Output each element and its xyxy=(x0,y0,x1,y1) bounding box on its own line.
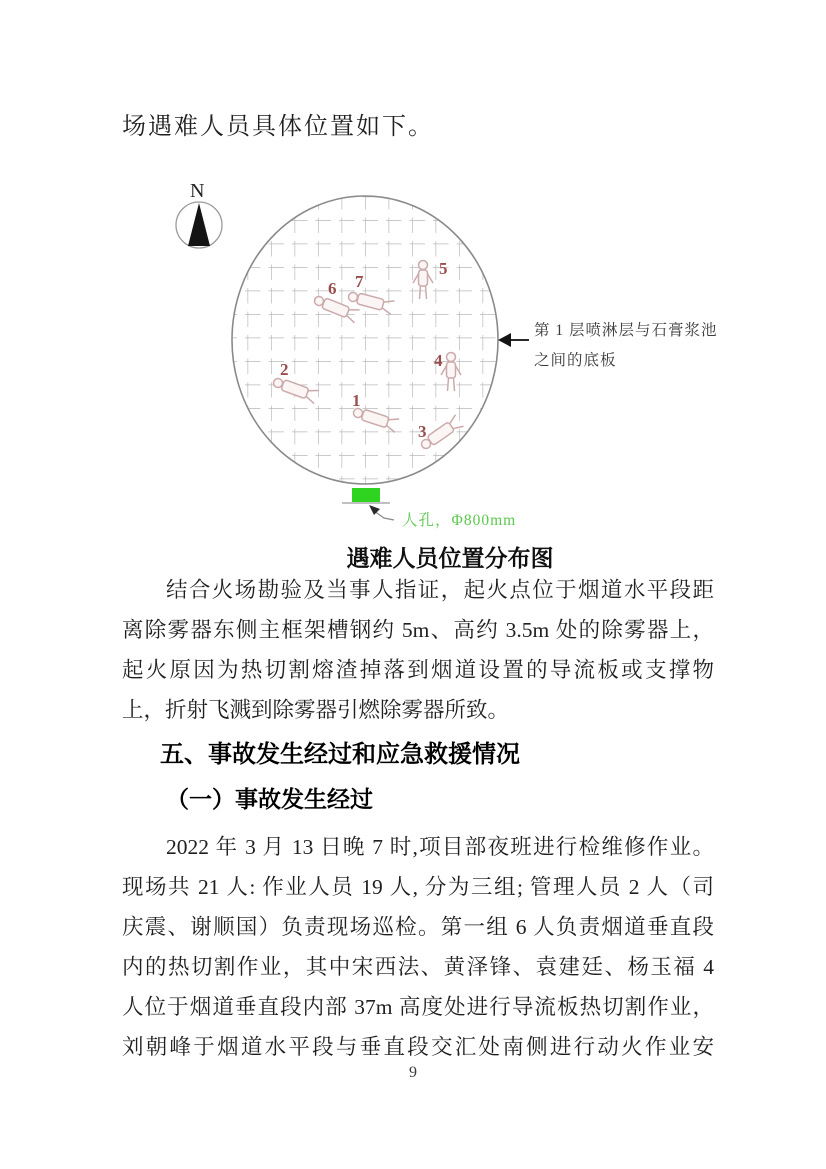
victim-number-1: 1 xyxy=(352,391,361,410)
para2-line: 内的热切割作业，其中宋西法、黄泽锋、袁建廷、杨玉福 4 xyxy=(122,955,714,979)
para2-line: 现场共 21 人: 作业人员 19 人, 分为三组; 管理人员 2 人（司 xyxy=(122,875,714,899)
para2-line: 2022 年 3 月 13 日晚 7 时,项目部夜班进行检维修作业。 xyxy=(166,835,714,859)
body-text xyxy=(122,570,714,1067)
victim-number-6: 6 xyxy=(328,279,337,298)
para2-line: 庆震、谢顺国）负责现场巡检。第一组 6 人负责烟道垂直段 xyxy=(122,915,714,939)
left-arrow-icon xyxy=(498,333,511,347)
para1-line: 结合火场勘验及当事人指证，起火点位于烟道水平段距 xyxy=(166,578,714,602)
section-heading: 五、事故发生经过和应急救援情况 xyxy=(160,741,520,768)
intro-paragraph: 场遇难人员具体位置如下。 xyxy=(122,114,434,140)
victim-number-3: 3 xyxy=(418,422,427,441)
manhole-leader-line xyxy=(374,511,394,520)
page-number: 9 xyxy=(409,1064,417,1081)
subsection-heading: （一）事故发生经过 xyxy=(166,787,373,812)
compass-icon xyxy=(176,180,222,248)
victim-position-diagram xyxy=(130,173,790,541)
manhole-label: 人孔，Φ800mm xyxy=(402,512,517,529)
para1-line: 起火原因为热切割熔渣掉落到烟道设置的导流板或支撑物 xyxy=(122,658,714,682)
annotation-text-line2: 之间的底板 xyxy=(534,352,617,369)
manhole-rect xyxy=(352,488,380,502)
para2-line: 人位于烟道垂直段内部 37m 高度处进行导流板热切割作业， xyxy=(122,995,714,1019)
para1-line: 上，折射飞溅到除雾器引燃除雾器所致。 xyxy=(122,698,510,722)
victim-number-5: 5 xyxy=(439,259,448,278)
floor-plan-circle xyxy=(232,196,498,484)
victim-number-7: 7 xyxy=(355,272,364,291)
figure-caption: 遇难人员位置分布图 xyxy=(346,545,554,571)
grid-circle xyxy=(232,196,498,484)
para2-line: 刘朝峰于烟道水平段与垂直段交汇处南侧进行动火作业安 xyxy=(122,1035,714,1059)
compass-north-label: N xyxy=(190,180,205,202)
victim-number-2: 2 xyxy=(280,360,289,379)
annotation-text-line1: 第 1 层喷淋层与石膏浆池 xyxy=(534,322,718,339)
para1-line: 离除雾器东侧主框架槽钢约 5m、高约 3.5m 处的除雾器上， xyxy=(122,618,714,642)
manhole-marker xyxy=(342,488,516,529)
diagram-canvas xyxy=(130,173,790,541)
diagram-annotation xyxy=(498,321,718,369)
north-arrow xyxy=(188,203,210,246)
victim-number-4: 4 xyxy=(434,351,443,370)
